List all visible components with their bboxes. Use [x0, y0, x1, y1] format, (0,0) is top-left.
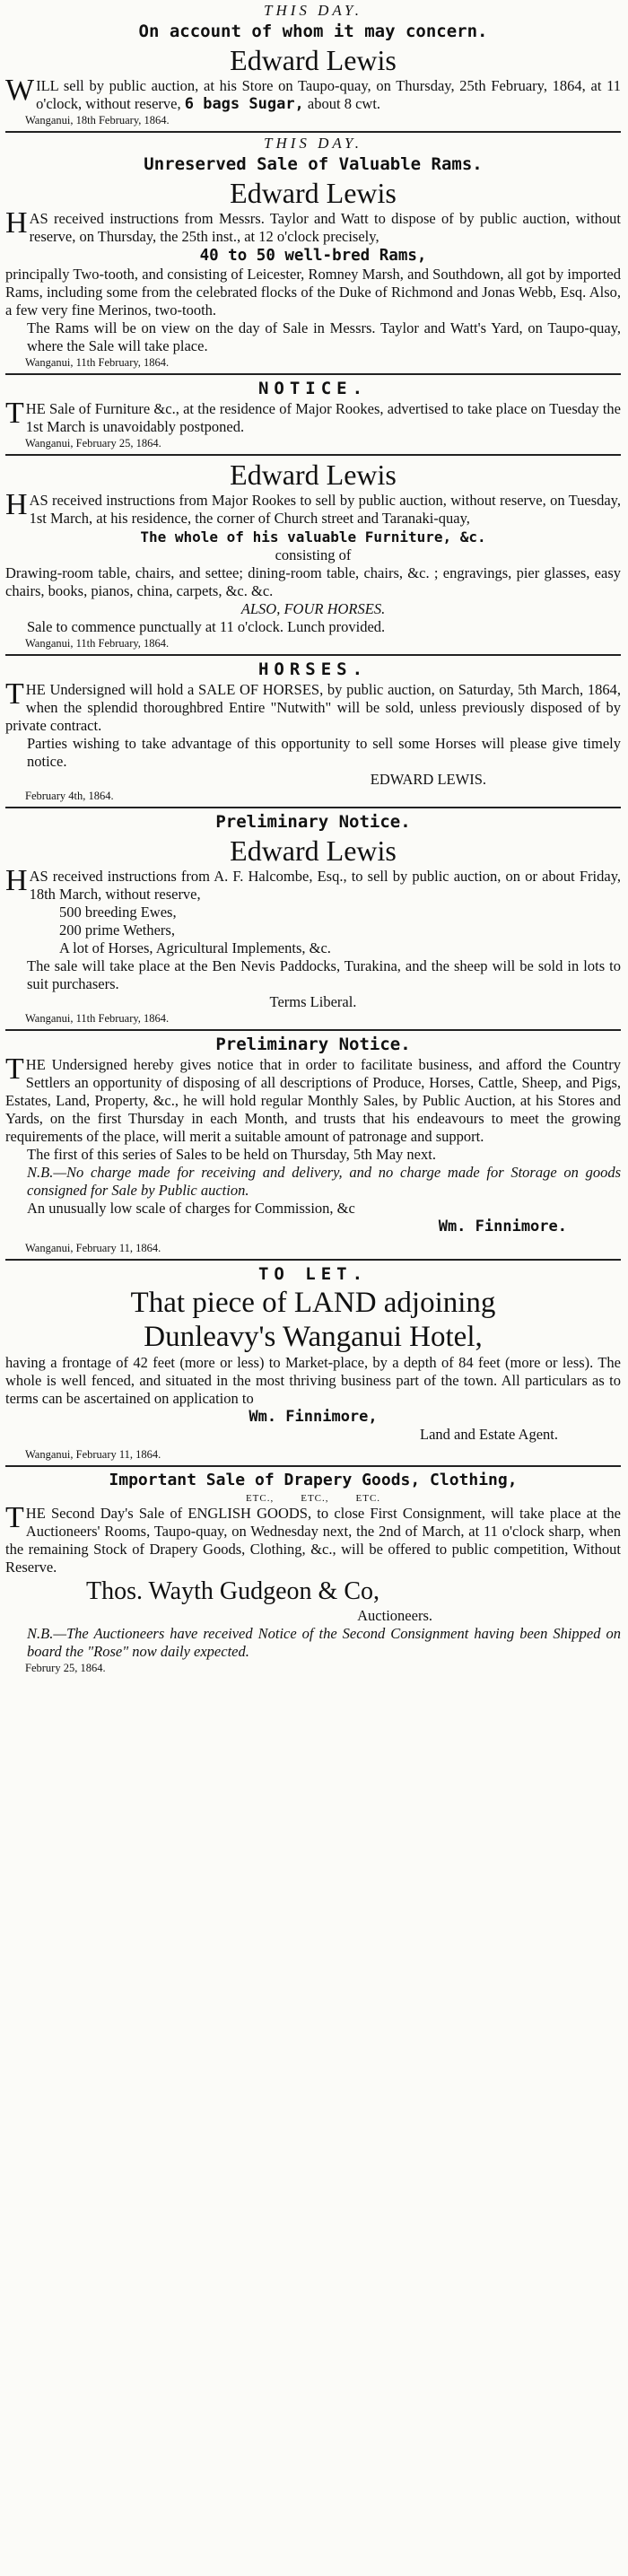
ad-body: THE Undersigned will hold a SALE OF HORSES, by public auction, on Saturday, 5th March, 1864, when the splendid thoroughbred Entire "Nutwith" will be sold, unless previously disposed of by private contract.: [5, 677, 621, 734]
auctioneer-name: Edward Lewis: [230, 458, 397, 491]
ad-date: February 4th, 1864.: [25, 790, 114, 802]
ad-headline: On account of whom it may concern.: [138, 22, 488, 41]
ad-body-2: Drawing-room table, chairs, and settee; dining-room table, chairs, &c. ; engravings, pier glasses, easy chairs, books, pianos, china, carpets, &c. &c.: [5, 564, 621, 599]
list-item: 500 breeding Ewes,: [59, 904, 177, 921]
auctioneer-name: Edward Lewis: [230, 177, 397, 209]
ad-signature: Wm. Finnimore,: [249, 1408, 378, 1426]
ad-preliminary-finnimore: [5, 1031, 621, 1261]
ad-kicker: THIS DAY.: [263, 2, 362, 19]
ad-headline: Important Sale of Drapery Goods, Clothing,: [109, 1471, 518, 1489]
ad-horses-sale: [5, 656, 621, 808]
auctioneer-name: Thos. Wayth Gudgeon & Co,: [86, 1577, 379, 1605]
ad-date: Wanganui, 18th February, 1864.: [25, 114, 170, 127]
ad-preliminary-lewis: [5, 808, 621, 1031]
ad-date: Februry 25, 1864.: [25, 1662, 106, 1674]
ad-body: HAS received instructions from A. F. Halcombe, Esq., to sell by public auction, on or about Friday, 18th March, without reserve,: [5, 864, 621, 903]
auctioneer-name: Edward Lewis: [230, 44, 397, 76]
ad-body-4: An unusually low scale of charges for Commission, &c: [27, 1200, 355, 1217]
ad-item-list: [5, 904, 621, 957]
ad-signature-sub: Land and Estate Agent.: [420, 1426, 558, 1443]
ad-date: Wanganui, 11th February, 1864.: [25, 637, 170, 650]
ad-body: having a frontage of 42 feet (more or less) to Market-place, by a depth of 84 feet (more or less). The whole is well fenced, and situated in the most thriving business part of the town. All particulars as to terms can be ascertained on application to: [5, 1354, 621, 1407]
ad-body-3: N.B.—No charge made for receiving and delivery, and no charge made for Storage on goods consigned for Sale by Public auction.: [27, 1164, 621, 1199]
list-item: 200 prime Wethers,: [59, 921, 175, 939]
ad-signature: Wm. Finnimore.: [438, 1218, 567, 1236]
ad-body-2: The sale will take place at the Ben Nevis Paddocks, Turakina, and the sheep will be sold in lots to suit purchasers.: [27, 957, 621, 992]
ad-rams-sale: [5, 133, 621, 375]
ad-highlight: The whole of his valuable Furniture, &c.: [140, 528, 486, 546]
ad-drapery-sale: [5, 1467, 621, 1679]
auctioneer-name: Edward Lewis: [230, 834, 397, 867]
ad-headline: NOTICE.: [257, 379, 369, 398]
ad-body: THE Sale of Furniture &c., at the residence of Major Rookes, advertised to take place on Tuesday the 1st March is unavoidably postponed.: [5, 397, 621, 435]
ad-sugar-sale: [5, 0, 621, 133]
ad-body: HAS received instructions from Messrs. Taylor and Watt to dispose of by public auction, without reserve, on Thursday, the 25th inst., at 12 o'clock precisely,: [5, 206, 621, 245]
ad-headline: TO LET.: [257, 1264, 369, 1284]
ad-terms: Terms Liberal.: [269, 993, 357, 1010]
ad-body-2: Parties wishing to take advantage of this opportunity to sell some Horses will please give timely notice.: [27, 735, 621, 770]
ad-highlight: 6 bags Sugar,: [184, 95, 304, 113]
ad-date: Wanganui, February 11, 1864.: [25, 1242, 161, 1254]
ad-body-3: Sale to commence punctually at 11 o'clock. Lunch provided.: [27, 618, 386, 635]
ad-title-line-2: Dunleavy's Wanganui Hotel,: [144, 1321, 483, 1353]
ad-headline: Unreserved Sale of Valuable Rams.: [144, 154, 483, 174]
ad-date: Wanganui, 11th February, 1864.: [25, 1012, 170, 1025]
ad-body: THE Second Day's Sale of ENGLISH GOODS, to close First Consignment, will take place at the Auctioneers' Rooms, Taupo-quay, on Wednesday next, the 2nd of March, at 11 o'clock sharp, when the remaining Stock of Drapery Goods, Clothing, &c., will be offered to public competition, Without Reserve.: [5, 1501, 621, 1576]
ad-body-3: The Rams will be on view on the day of Sale in Messrs. Taylor and Watt's Yard, on Taupo-quay, where the Sale will take place.: [27, 319, 621, 354]
ad-notice-postponed: [5, 375, 621, 456]
ad-also: ALSO, FOUR HORSES.: [240, 600, 386, 617]
ad-body-2: The first of this series of Sales to be held on Thursday, 5th May next.: [27, 1146, 436, 1163]
ad-kicker: THIS DAY.: [263, 135, 362, 152]
ad-body: WILL sell by public auction, at his Store on Taupo-quay, on Thursday, 25th February, 1864, at 11 o'clock, without reserve, 6 bags Sugar, about 8 cwt.: [5, 74, 621, 113]
ad-consisting: consisting of: [275, 546, 352, 563]
ad-headline: Preliminary Notice.: [215, 812, 411, 832]
ad-highlight: 40 to 50 well-bred Rams,: [199, 247, 427, 265]
ad-date: Wanganui, February 25, 1864.: [25, 437, 161, 450]
ad-body: THE Undersigned hereby gives notice that in order to facilitate business, and afford the Country Settlers an opportunity of disposing of all descriptions of Produce, Horses, Cattle, Sheep, and Pigs, Estates, Land, Property, &c., he will hold regular Monthly Sales, by Public Auction, at his Stores and Yards, on the first Thursday in each Month, and trusts that his endeavours to meet the growing requirements of the place, will merit a suitable amount of patronage and support.: [5, 1052, 621, 1145]
ad-headline-sub: ETC., ETC., ETC.: [245, 1493, 381, 1504]
ad-signature-sub: Auctioneers.: [357, 1607, 432, 1624]
ad-signature: EDWARD LEWIS.: [370, 771, 486, 788]
ad-body-2: principally Two-tooth, and consisting of Leicester, Romney Marsh, and Southdown, all got by imported Rams, including some from the celebrated flocks of the Duke of Richmond and Jonas Webb, Esq. Also, a few very fine Merinos, two-tooth.: [5, 266, 621, 319]
ad-title-line-1: That piece of LAND adjoining: [130, 1287, 496, 1319]
ad-date: Wanganui, February 11, 1864.: [25, 1448, 161, 1461]
ad-headline: Preliminary Notice.: [215, 1035, 411, 1054]
ad-date: Wanganui, 11th February, 1864.: [25, 356, 170, 369]
ad-headline: HORSES.: [257, 659, 369, 679]
list-item: A lot of Horses, Agricultural Implements, &c.: [59, 939, 331, 956]
ad-furniture-sale: [5, 456, 621, 656]
ad-to-let: [5, 1261, 621, 1467]
ad-body: HAS received instructions from Major Rookes to sell by public auction, without reserve, on Tuesday, 1st March, at his residence, the corner of Church street and Taranaki-quay,: [5, 488, 621, 527]
ad-body-2: N.B.—The Auctioneers have received Notice of the Second Consignment having been Shipped on board the "Rose" now daily expected.: [27, 1625, 621, 1660]
